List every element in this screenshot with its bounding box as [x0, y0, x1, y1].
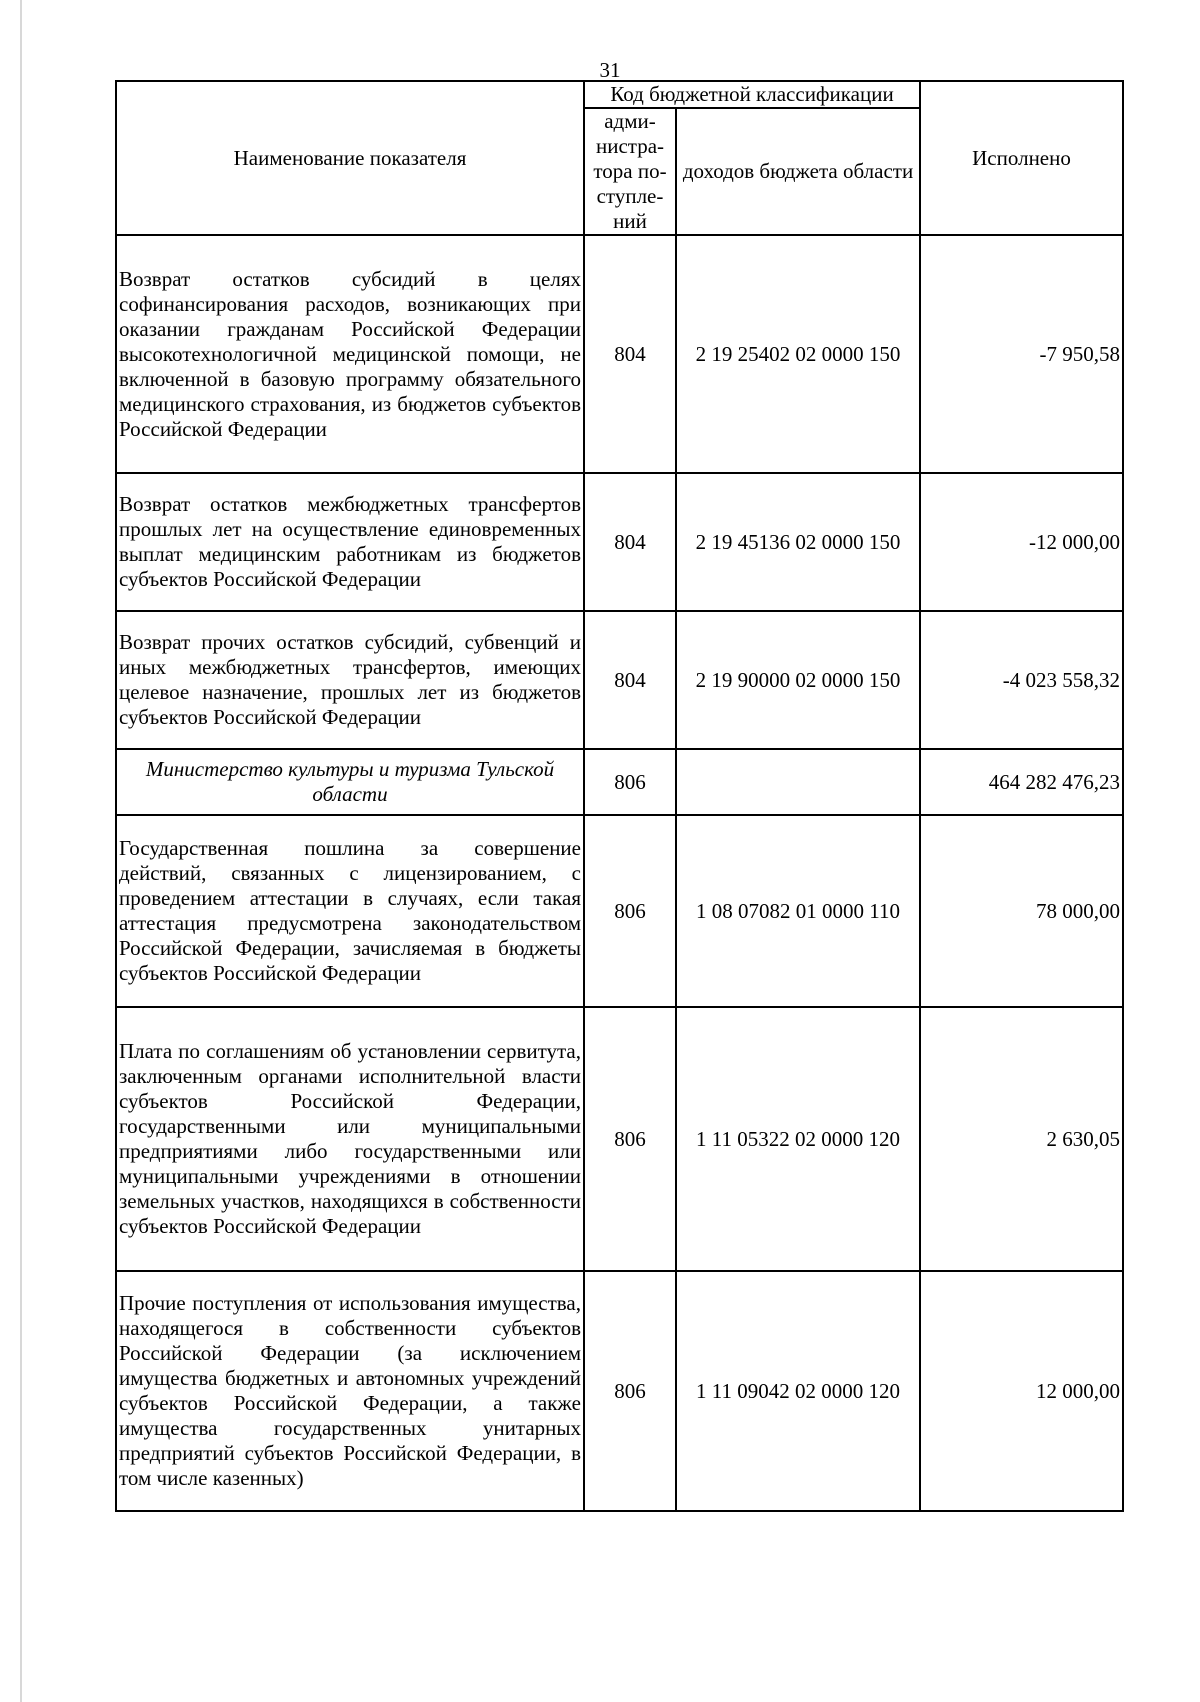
- page-number: 31: [599, 58, 621, 82]
- row-income-code: 1 11 05322 02 0000 120: [676, 1007, 920, 1271]
- scan-edge: [20, 0, 22, 1702]
- row-admin-code: 806: [584, 749, 676, 815]
- row-admin-code: 806: [584, 1007, 676, 1271]
- row-income-code: 2 19 90000 02 0000 150: [676, 611, 920, 749]
- table-row: [116, 235, 1123, 473]
- table-row: [116, 473, 1123, 611]
- row-name: Плата по соглашениям об установлении сервитута, заключенным органами исполнительной власти субъектов Российской Федерации, государственными или муниципальными предприятиями либо государственными или муниципальными учреждениями в отношении земельных участков, находящихся в собственности субъектов Российской Федерации: [116, 1007, 584, 1271]
- header-executed: Исполнено: [920, 81, 1123, 235]
- row-executed: 2 630,05: [920, 1007, 1123, 1271]
- row-executed: -12 000,00: [920, 473, 1123, 611]
- row-income-code: [676, 749, 920, 815]
- row-admin-code: 804: [584, 611, 676, 749]
- ministry-row: [116, 749, 1123, 815]
- row-income-code: 2 19 45136 02 0000 150: [676, 473, 920, 611]
- table-header-row: [116, 81, 1123, 108]
- row-name: Возврат прочих остатков субсидий, субвенций и иных межбюджетных трансфертов, имеющих целевое назначение, прошлых лет из бюджетов субъектов Российской Федерации: [116, 611, 584, 749]
- row-executed: -4 023 558,32: [920, 611, 1123, 749]
- row-name: Прочие поступления от использования имущества, находящегося в собственности субъектов Российской Федерации (за исключением имущества бюджетных и автономных учреждений субъектов Российской Федерации, а также имущества государственных унитарных предприятий субъектов Российской Федерации, в том числе казенных): [116, 1271, 584, 1511]
- row-income-code: 1 08 07082 01 0000 110: [676, 815, 920, 1007]
- table-row: [116, 815, 1123, 1007]
- row-executed: 78 000,00: [920, 815, 1123, 1007]
- ministry-name: Министерство культуры и туризма Тульской области: [116, 749, 584, 815]
- row-admin-code: 804: [584, 473, 676, 611]
- row-admin-code: 806: [584, 815, 676, 1007]
- table-row: [116, 1007, 1123, 1271]
- row-executed: 464 282 476,23: [920, 749, 1123, 815]
- header-budget-classification-code: Код бюджетной классификации: [584, 81, 920, 108]
- header-income-code: доходов бюджета области: [676, 108, 920, 235]
- row-executed: -7 950,58: [920, 235, 1123, 473]
- header-administrator: адми- нистра- тора по- ступле- ний: [584, 108, 676, 235]
- header-indicator-name: Наименование показателя: [116, 81, 584, 235]
- row-name: Возврат остатков субсидий в целях софинансирования расходов, возникающих при оказании гражданам Российской Федерации высокотехнологичной медицинской помощи, не включенной в базовую программу обязательного медицинского страхования, из бюджетов субъектов Российской Федерации: [116, 235, 584, 473]
- table-row: [116, 1271, 1123, 1511]
- row-admin-code: 804: [584, 235, 676, 473]
- budget-revenue-table: [115, 80, 1124, 1512]
- row-name: Возврат остатков межбюджетных трансфертов прошлых лет на осуществление единовременных выплат медицинским работникам из бюджетов субъектов Российской Федерации: [116, 473, 584, 611]
- table-row: [116, 611, 1123, 749]
- row-income-code: 1 11 09042 02 0000 120: [676, 1271, 920, 1511]
- row-admin-code: 806: [584, 1271, 676, 1511]
- row-income-code: 2 19 25402 02 0000 150: [676, 235, 920, 473]
- row-executed: 12 000,00: [920, 1271, 1123, 1511]
- row-name: Государственная пошлина за совершение действий, связанных с лицензированием, с проведением аттестации в случаях, если такая аттестация предусмотрена законодательством Российской Федерации, зачисляемая в бюджеты субъектов Российской Федерации: [116, 815, 584, 1007]
